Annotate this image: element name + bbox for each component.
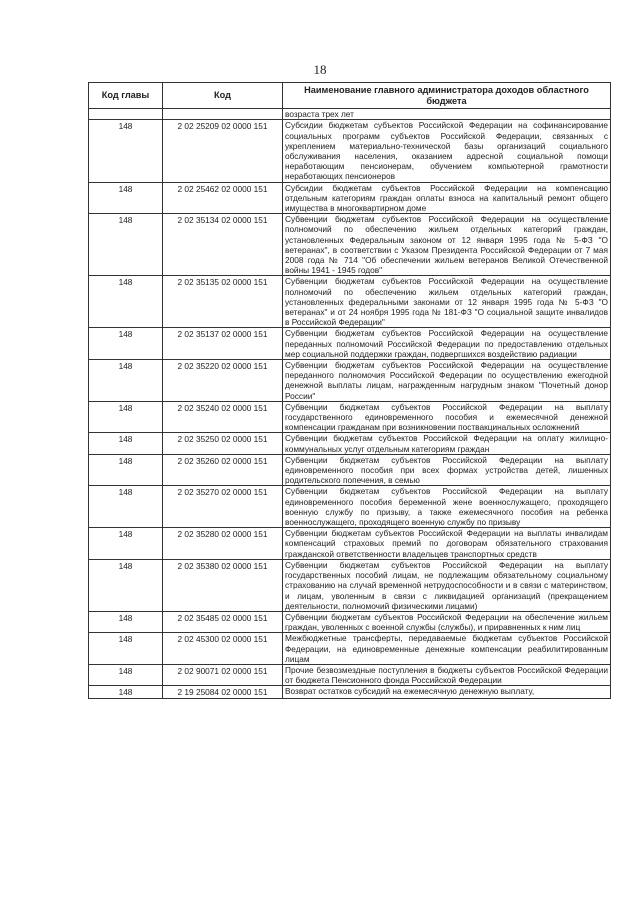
table-row (89, 433, 611, 454)
cell-code: 2 02 35220 02 0000 151 (163, 360, 283, 402)
cell-code: 2 02 35137 02 0000 151 (163, 328, 283, 360)
revenue-administrators-table (88, 82, 611, 699)
cell-code: 2 02 35260 02 0000 151 (163, 454, 283, 486)
cell-description: Возврат остатков субсидий на ежемесячную денежную выплату, (283, 686, 611, 699)
table-row (89, 120, 611, 182)
cell-chapter-code: 148 (89, 328, 163, 360)
table-row (89, 528, 611, 560)
table-row (89, 214, 611, 276)
cell-empty (163, 109, 283, 120)
table-row (89, 611, 611, 632)
cell-chapter-code: 148 (89, 401, 163, 433)
cell-chapter-code: 148 (89, 633, 163, 665)
cell-code: 2 02 35134 02 0000 151 (163, 214, 283, 276)
cell-code: 2 02 35240 02 0000 151 (163, 401, 283, 433)
cell-chapter-code: 148 (89, 686, 163, 699)
cell-description: Межбюджетные трансферты, передаваемые бюджетам субъектов Российской Федерации, на единовременные денежные компенсации реабилитированным лицам (283, 633, 611, 665)
cell-code: 2 02 35270 02 0000 151 (163, 486, 283, 528)
table-row (89, 664, 611, 685)
header-chapter-code: Код главы (89, 83, 163, 109)
table-row (89, 360, 611, 402)
table-row (89, 686, 611, 699)
cell-description: Субвенции бюджетам субъектов Российской Федерации на обеспечение жильем граждан, уволенных с военной службы (службы), и приравненных к ним лиц (283, 611, 611, 632)
cell-code: 2 02 90071 02 0000 151 (163, 664, 283, 685)
table-row (89, 182, 611, 214)
cell-code: 2 02 35485 02 0000 151 (163, 611, 283, 632)
cell-code: 2 02 25209 02 0000 151 (163, 120, 283, 182)
page-number: 18 (313, 62, 327, 77)
cell-chapter-code: 148 (89, 182, 163, 214)
cell-description: Прочие безвозмездные поступления в бюджеты субъектов Российской Федерации от бюджета Пенсионного фонда Российской Федерации (283, 664, 611, 685)
table-row (89, 486, 611, 528)
cell-chapter-code: 148 (89, 454, 163, 486)
cell-description: Субвенции бюджетам субъектов Российской Федерации на осуществление переданного полномочия Российской Федерации по осуществлению ежегодной денежной выплаты лицам, награжденным нагрудным знаком "Почетный донор России" (283, 360, 611, 402)
cell-description: Субвенции бюджетам субъектов Российской Федерации на выплату государственного единовременного пособия и ежемесячной денежной компенсации гражданам при возникновении поствакцинальных осложнений (283, 401, 611, 433)
cell-chapter-code: 148 (89, 120, 163, 182)
continuation-text: возраста трех лет (283, 109, 611, 120)
header-code: Код (163, 83, 283, 109)
cell-description: Субвенции бюджетам субъектов Российской Федерации на выплату государственных пособий лицам, не подлежащим обязательному социальному страхованию на случай временной нетрудоспособности и в связи с материнством, и лицам, уволенным в связи с ликвидацией организаций (прекращением деятельности, полномочий физическими лицами) (283, 559, 611, 611)
table-row (89, 559, 611, 611)
cell-description: Субсидии бюджетам субъектов Российской Федерации на компенсацию отдельным категориям граждан оплаты взноса на капитальный ремонт общего имущества в многоквартирном доме (283, 182, 611, 214)
table-row (89, 633, 611, 665)
cell-code: 2 19 25084 02 0000 151 (163, 686, 283, 699)
cell-description: Субвенции бюджетам субъектов Российской Федерации на выплаты инвалидам компенсаций страховых премий по договорам обязательного страхования гражданской ответственности владельцев транспортных средств (283, 528, 611, 560)
cell-chapter-code: 148 (89, 360, 163, 402)
header-name: Наименование главного администратора доходов областного бюджета (283, 83, 611, 109)
table-row (89, 454, 611, 486)
cell-description: Субвенции бюджетам субъектов Российской Федерации на осуществление переданных полномочий Российской Федерации по предоставлению отдельных мер социальной поддержки граждан, подвергшихся воздействию радиации (283, 328, 611, 360)
cell-chapter-code: 148 (89, 611, 163, 632)
cell-code: 2 02 35135 02 0000 151 (163, 276, 283, 328)
cell-description: Субвенции бюджетам субъектов Российской Федерации на оплату жилищно-коммунальных услуг отдельным категориям граждан (283, 433, 611, 454)
cell-chapter-code: 148 (89, 433, 163, 454)
cell-code: 2 02 45300 02 0000 151 (163, 633, 283, 665)
cell-chapter-code: 148 (89, 528, 163, 560)
cell-code: 2 02 35380 02 0000 151 (163, 559, 283, 611)
cell-empty (89, 109, 163, 120)
cell-chapter-code: 148 (89, 214, 163, 276)
cell-chapter-code: 148 (89, 559, 163, 611)
continuation-row (89, 109, 611, 120)
cell-code: 2 02 25462 02 0000 151 (163, 182, 283, 214)
table-row (89, 401, 611, 433)
cell-chapter-code: 148 (89, 664, 163, 685)
cell-description: Субвенции бюджетам субъектов Российской Федерации на выплату единовременного пособия при всех формах устройства детей, лишенных родительского попечения, в семью (283, 454, 611, 486)
table-header-row (89, 83, 611, 109)
table-row (89, 276, 611, 328)
cell-description: Субвенции бюджетам субъектов Российской Федерации на осуществление полномочий по обеспечению жильем отдельных категорий граждан, установленных Федеральным законом от 12 января 1995 года № 5-ФЗ "О ветеранах", в соответствии с Указом Президента Российской Федерации от 7 мая 2008 года № 714 "Об обеспечении жильем ветеранов Великой Отечественной войны 1941 - 1945 годов" (283, 214, 611, 276)
cell-code: 2 02 35280 02 0000 151 (163, 528, 283, 560)
cell-code: 2 02 35250 02 0000 151 (163, 433, 283, 454)
cell-description: Субвенции бюджетам субъектов Российской Федерации на выплату единовременного пособия беременной жене военнослужащего, проходящего военную службу по призыву, а также ежемесячного пособия на ребенка военнослужащего, проходящего военную службу по призыву (283, 486, 611, 528)
cell-description: Субсидии бюджетам субъектов Российской Федерации на софинансирование социальных программ субъектов Российской Федерации, связанных с укреплением материально-технической базы организаций социального обслуживания населения, оказанием адресной социальной помощи неработающим пенсионерам, обучением компьютерной грамотности неработающих пенсионеров (283, 120, 611, 182)
cell-description: Субвенции бюджетам субъектов Российской Федерации на осуществление полномочий по обеспечению жильем отдельных категорий граждан, установленных федеральными законами от 12 января 1995 года № 5-ФЗ "О ветеранах" и от 24 ноября 1995 года № 181-ФЗ "О социальной защите инвалидов в Российской Федерации" (283, 276, 611, 328)
cell-chapter-code: 148 (89, 486, 163, 528)
table-row (89, 328, 611, 360)
cell-chapter-code: 148 (89, 276, 163, 328)
